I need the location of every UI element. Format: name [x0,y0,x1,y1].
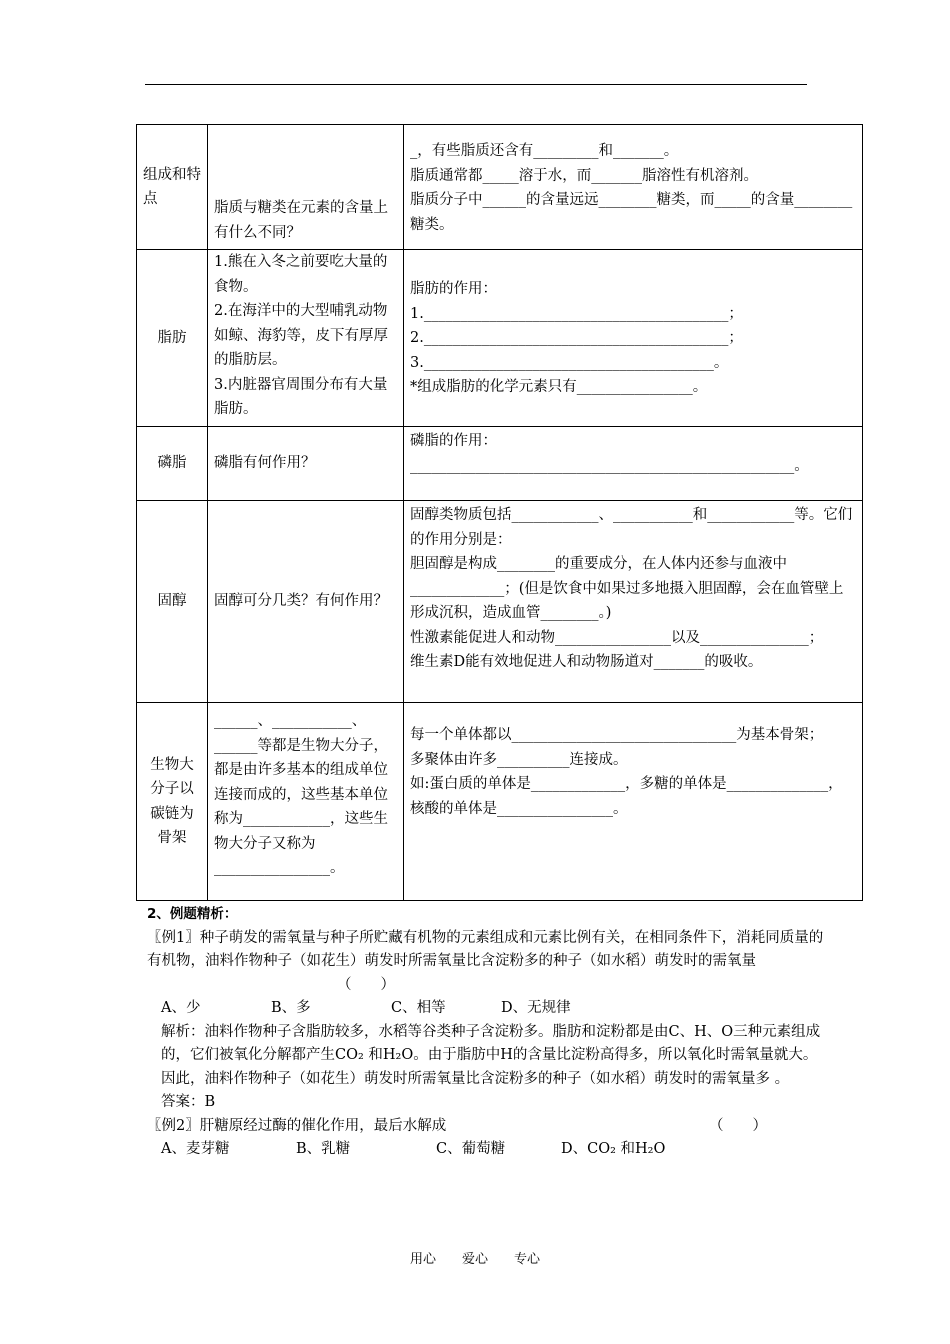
page-footer: 用心 爱心 专心 [409,1252,540,1267]
question-cell: 磷脂有何作用？ [208,427,404,501]
category-cell: 脂肪 [137,250,208,427]
option: C、相等 [391,1000,446,1016]
answer-line: 1.__________________________________________； [410,305,743,322]
answer-line: 固醇类物质包括____________、___________和____________等。它们的作用分别是： [410,507,853,548]
answer-line: 维生素D能有效地促进人和动物肠道对_______的吸收。 [410,654,763,670]
answer-cell [404,427,863,501]
answer-line: 每一个单体都以_______________________________为基本骨架； [410,727,824,743]
answer-paren: （ ） [709,1117,767,1134]
question-cell: 1.熊在入冬之前要吃大量的食物。 2.在海洋中的大型哺乳动物如鲸、海豹等，皮下有厚厚的脂肪层。 3.内脏器官周围分布有大量脂肪。 [208,250,404,427]
table-row [137,427,863,501]
answer-cell [404,250,863,427]
question-cell: ______、___________、______等都是生物大分子，都是由许多基本的组成单位连接而成的，这些基本单位称为____________，这些生物大分子又称为________________。 [208,703,404,901]
example2-options [147,1138,827,1162]
section-title: 2、例题精析： [147,906,238,922]
example2-stem [147,1115,827,1139]
example1-stem [147,927,827,998]
answer-paren: （ ） [337,976,395,993]
table-row [137,125,863,250]
option: B、多 [271,1000,311,1016]
example1-answer: 答案：B [161,1094,216,1110]
header-rule [145,84,807,85]
answer-line: 胆固醇是构成________的重要成分，在人体内还参与血液中_____________；(但是饮食中如果过多地摄入胆固醇，会在血管壁上形成沉积，造成血管________。) [410,556,844,621]
category-cell: 生物大分子以碳链为骨架 [137,703,208,901]
answer-line: *组成脂肪的化学元素只有________________。 [410,379,708,395]
answer-line: 脂肪的作用： [410,281,497,297]
option: D、无规律 [501,1000,571,1016]
examples-section [147,903,827,1162]
answer-line: 2.__________________________________________； [410,330,743,346]
answer-line: 脂质通常都_____溶于水，而_______脂溶性有机溶剂。 [410,167,758,184]
answer-line: 3.________________________________________。 [410,354,729,371]
answer-line: 如:蛋白质的单体是_____________，多糖的单体是______________，核酸的单体是________________。 [410,776,843,817]
option: D、CO₂ 和H₂O [561,1141,666,1157]
answer-cell [404,501,863,703]
example2-stem-text: 〖例2〗肝糖原经过酶的催化作用，最后水解成 [147,1117,447,1134]
answer-cell [404,703,863,901]
table-row [137,250,863,427]
category-cell: 磷脂 [137,427,208,501]
option: C、葡萄糖 [436,1141,506,1157]
question-cell: 脂质与糖类在元素的含量上有什么不同？ [208,125,404,250]
table-row [137,501,863,703]
table-row [137,703,863,901]
option: B、乳糖 [296,1141,351,1157]
answer-line: 多聚体由许多__________连接成。 [410,751,628,768]
answer-cell [404,125,863,250]
category-cell: 组成和特点 [137,125,208,250]
answer-line: _____________________________________________________。 [410,457,809,474]
answer-line: 性激素能促进人和动物________________以及_______________； [410,629,824,646]
answer-line: _，有些脂质还含有_________和_______。 [410,143,679,159]
category-cell: 固醇 [137,501,208,703]
example1-options [147,997,827,1021]
answer-line: 磷脂的作用： [410,433,497,449]
answer-line: 脂质分子中______的含量远远________糖类，而_____的含量________糖类。 [410,192,853,233]
example1-analysis: 解析：油料作物种子含脂肪较多，水稻等谷类种子含淀粉多。脂肪和淀粉都是由C、H、O三种元素组成的，它们被氧化分解都产生CO₂ 和H₂O。由于脂肪中H的含量比淀粉高得多，所以氧化时需氧量就大。因此，油料作物种子（如花生）萌发时所需氧量比含淀粉多的种子（如水稻）萌发时的需氧量多 。 [161,1023,821,1087]
option: A、少 [161,1000,201,1016]
question-cell: 固醇可分几类？有何作用？ [208,501,404,703]
example1-stem-text: 〖例1〗种子萌发的需氧量与种子所贮藏有机物的元素组成和元素比例有关，在相同条件下，消耗同质量的有机物，油料作物种子（如花生）萌发时所需氧量比含淀粉多的种子（如水稻）萌发时的需氧量 [147,929,824,969]
option: A、麦芽糖 [161,1141,230,1157]
lipid-table [136,124,863,901]
